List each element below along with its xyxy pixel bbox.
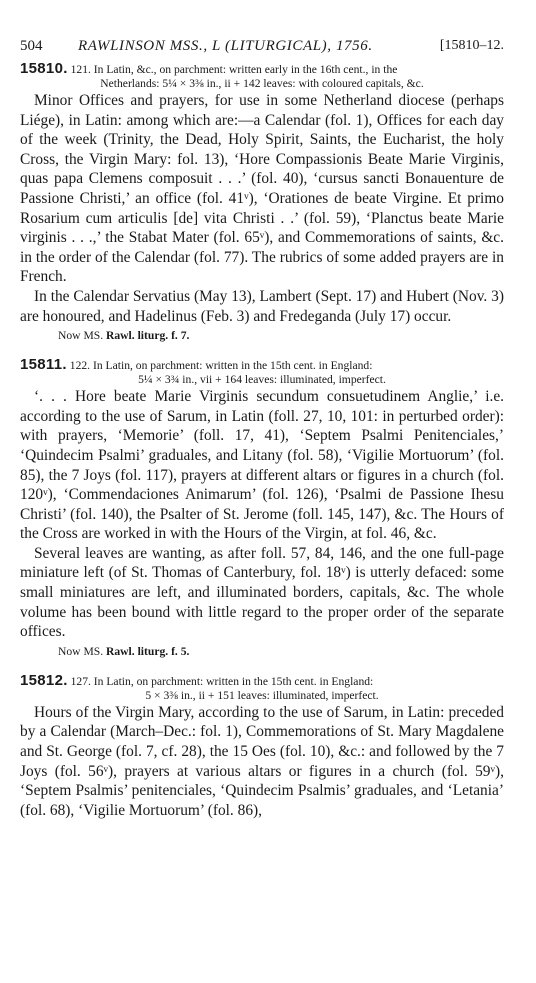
shelfmark-id: Rawl. liturg. f. 5. xyxy=(106,644,190,658)
entry-number: 15811. xyxy=(20,356,67,374)
running-header xyxy=(20,38,504,58)
entry-ref: 122. xyxy=(69,359,91,373)
entry-body xyxy=(20,91,504,326)
entry-meta-line: In Latin, on parchment: written in the 15th cent. in England: xyxy=(93,674,374,688)
entry-paragraph: Minor Offices and prayers, for use in some Netherland diocese (perhaps Liége), in Latin: among which are:—a Calendar (fol. 1), Offices for each day of the week (Trinity, the Dead, Holy Spirit, Saints, the Eucharist, the holy Cross, the Virgin Mary: fol. 13), ‘Hore Compassionis Beate Marie Virginis, quas papa Clemens composuit . . .’ (fol. 40), ‘cursus sancti Bonauenture de Passione Christi,’ an office (fol. 41ᵛ), ‘Orationes de beate Virgine. Et primo Rosarium cum articulis [de] vita Christi . .’ (fol. 59), ‘Planctus beate Marie virginis . . .,’ the Stabat Mater (fol. 65ᵛ), and Commemorations of saints, &c. in the order of the Calendar (fol. 77). The rubrics of some added prayers are in French. xyxy=(20,92,504,286)
shelfmark-id: Rawl. liturg. f. 7. xyxy=(106,329,190,343)
catalogue-page xyxy=(20,38,504,834)
entry-paragraph: Several leaves are wanting, as after foll. 57, 84, 146, and the one full-page miniature left (of St. Thomas of Canterbury, fol. 18ᵛ) is utterly defaced: some small miniatures are left, and illuminated borders, capitals, &c. The whole volume has been bound with little regard to the proper order of the separate offices. xyxy=(20,544,504,641)
entry-meta-line: Netherlands: 5¼ × 3⅜ in., ii + 142 leaves: with coloured capitals, &c. xyxy=(100,77,424,90)
catalogue-entry xyxy=(20,671,504,821)
entry-ref: 127. xyxy=(70,674,91,688)
shelfmark-prefix: Now MS. xyxy=(58,644,104,658)
entry-paragraph: ‘. . . Hore beate Marie Virginis secundum consuetudinem Anglie,’ i.e. according to the use of Sarum, in Latin (foll. 27, 10, 101: in perturbed order): with prayers, ‘Memorie’ (foll. 17, 41), ‘Septem Psalmi Penitenciales,’ ‘Quindecim Psalmi’ graduales, and Litany (fol. 58), ‘Vigilie Mortuorum’ (fol. 85), the 7 Joys (fol. 117), prayers at different altars or figures in a church (fol. 120ᵛ), ‘Commendaciones Animarum’ (fol. 126), ‘Psalmi de Passione Ihesu Christi’ (fol. 140), the Psalter of St. Jerome (foll. 145, 147), &c. The Hours of the Cross are worked in with the Hours of the Virgin, at fol. 46, &c. xyxy=(20,388,504,543)
entry-meta-line: In Latin, &c., on parchment: written early in the 16th cent., in the xyxy=(93,63,398,76)
shelfmark xyxy=(58,328,504,344)
entry-paragraph: In the Calendar Servatius (May 13), Lambert (Sept. 17) and Hubert (Nov. 3) are honoured, and Hadelinus (Feb. 3) and Fredeganda (July 17) occur. xyxy=(20,287,504,325)
entry-description xyxy=(20,358,504,387)
entry-number: 15812. xyxy=(20,671,68,689)
entry-meta-line: 5 × 3⅜ in., ii + 151 leaves: illuminated, imperfect. xyxy=(145,688,379,702)
entry-body xyxy=(20,703,504,821)
entry-description xyxy=(20,62,504,91)
entry-paragraph: Hours of the Virgin Mary, according to the use of Sarum, in Latin: preceded by a Calendar (March–Dec.: fol. 1), Commemorations of St. Mary Magdalene and St. George (fol. 7, cf. 28), the 15 Oes (fol. 10), &c.: and followed by the 7 Joys (fol. 56ᵛ), prayers at various altars or figures in a church (fol. 59ᵛ), ‘Septem Psalmis’ penitenciales, ‘Quindecim Psalmis’ graduales, and ‘Letania’ (fol. 68), ‘Vigilie Mortuorum’ (fol. 86), xyxy=(20,703,504,819)
entry-meta-line: 5¼ × 3¾ in., vii + 164 leaves: illuminated, imperfect. xyxy=(138,373,386,387)
entry-range: [15810–12. xyxy=(439,38,504,53)
entry-ref: 121. xyxy=(70,63,91,76)
entry-body xyxy=(20,387,504,642)
page-number: 504 xyxy=(20,38,43,54)
entry-description xyxy=(20,671,504,703)
entry-number: 15810. xyxy=(20,60,68,77)
shelfmark-prefix: Now MS. xyxy=(58,329,104,343)
catalogue-entry xyxy=(20,62,504,344)
running-title: RAWLINSON MSS., L (LITURGICAL), 1756. xyxy=(78,38,373,54)
shelfmark xyxy=(58,644,504,660)
catalogue-entry xyxy=(20,358,504,660)
entry-meta-line: In Latin, on parchment: written in the 15th cent. in England: xyxy=(92,359,373,373)
